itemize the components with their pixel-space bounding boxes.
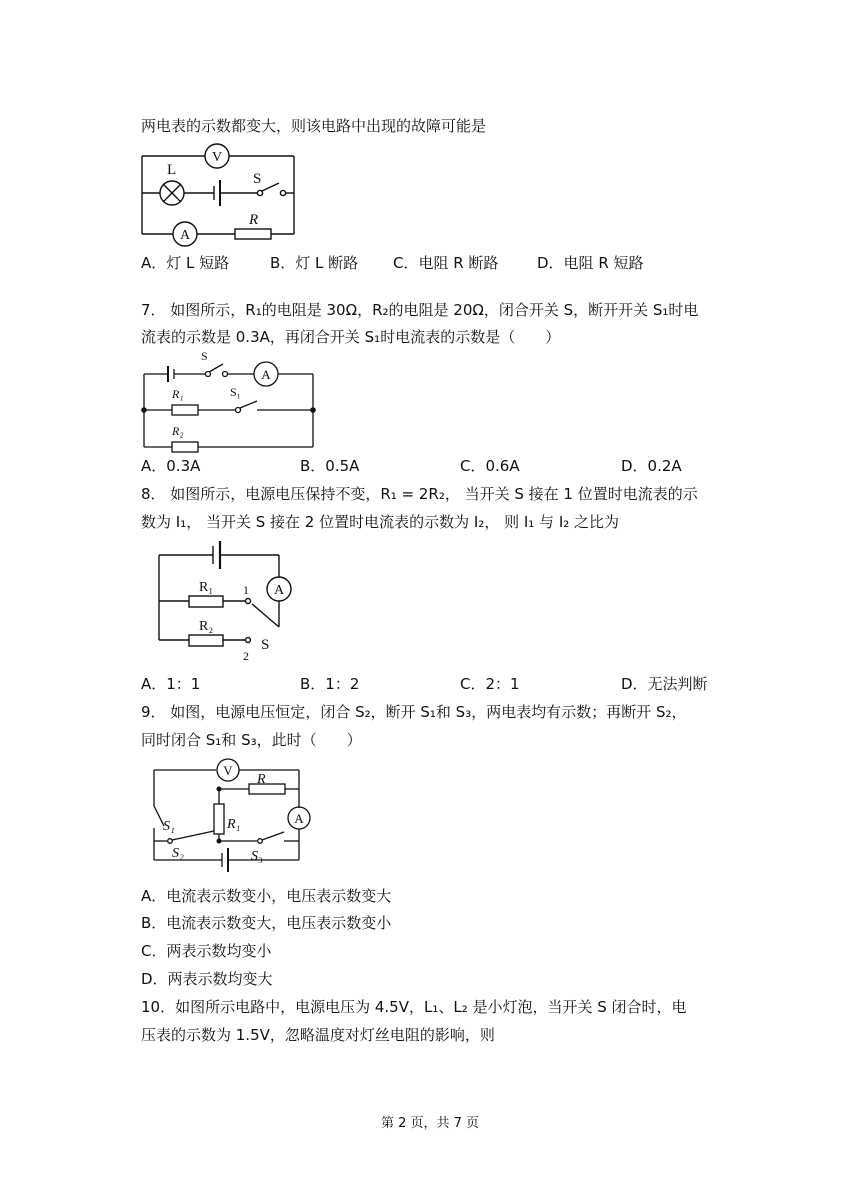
q9-option-a: A．电流表示数变小，电压表示数变大 xyxy=(141,887,392,905)
q9-line-1: 9． 如图，电源电压恒定，闭合 S₂，断开 S₁和 S₃，两电表均有示数；再断开 S₂， xyxy=(141,703,687,721)
q7-option-b: B．0.5A xyxy=(300,457,360,475)
q9-s1-label: S₁ xyxy=(163,819,175,834)
q9-option-d: D．两表示数均变大 xyxy=(141,970,273,988)
q8-switch-label: S xyxy=(261,637,270,653)
q7-r2-label: R₂ xyxy=(172,424,184,438)
q7-switch-s1-label: S₁ xyxy=(230,385,241,399)
q9-s3-label: S₃ xyxy=(251,849,263,864)
q6-circuit-figure xyxy=(139,142,299,248)
q7-option-a: A．0.3A xyxy=(141,457,201,475)
q8-line-2: 数为 I₁， 当开关 S 接在 2 位置时电流表的示数为 I₂， 则 I₁ 与 I₂ 之比为 xyxy=(141,513,620,531)
q7-ammeter-label: A xyxy=(261,367,271,382)
q8-line-1: 8． 如图所示，电源电压保持不变，R₁ = 2R₂， 当开关 S 接在 1 位置时电流表的示 xyxy=(141,485,698,503)
q9-s2-label: S₂ xyxy=(172,846,184,861)
q6-stem-tail: 两电表的示数都变大，则该电路中出现的故障可能是 xyxy=(141,117,487,135)
q6-ammeter-label: A xyxy=(179,228,191,243)
q8-position-1-label: 1 xyxy=(243,583,249,597)
q9-voltmeter-label: V xyxy=(223,763,233,778)
q9-option-b: B．电流表示数变大，电压表示数变小 xyxy=(141,914,392,932)
q7-switch-s-label: S xyxy=(201,350,208,363)
q10-line-2: 压表的示数为 1.5V，忽略温度对灯丝电阻的影响，则 xyxy=(141,1026,495,1044)
q6-lamp-label: L xyxy=(167,162,177,178)
q9-r1-label: R₁ xyxy=(227,817,241,832)
q8-option-c: C．2：1 xyxy=(460,675,520,693)
q6-option-b: B．灯 L 断路 xyxy=(270,254,359,272)
q8-r1-label: R₁ xyxy=(199,580,214,595)
q7-r1-label: R₁ xyxy=(172,387,184,401)
q7-line-2: 流表的示数是 0.3A，再闭合开关 S₁时电流表的示数是（ ） xyxy=(141,328,561,346)
q9-r-label: R xyxy=(257,772,266,787)
page-footer: 第 2 页，共 7 页 xyxy=(380,1116,480,1131)
q6-option-a: A．灯 L 短路 xyxy=(141,254,230,272)
q7-option-c: C．0.6A xyxy=(460,457,520,475)
q6-voltmeter-label: V xyxy=(211,150,223,165)
q6-resistor-label: R xyxy=(249,212,259,228)
q6-option-d: D．电阻 R 短路 xyxy=(537,254,644,272)
q8-ammeter-label: A xyxy=(273,583,285,598)
q8-option-b: B．1：2 xyxy=(300,675,360,693)
q7-option-d: D．0.2A xyxy=(621,457,682,475)
q7-circuit-figure xyxy=(139,350,319,454)
q9-ammeter-label: A xyxy=(294,811,304,826)
q8-option-a: A．1：1 xyxy=(141,675,201,693)
q6-option-c: C．电阻 R 断路 xyxy=(393,254,499,272)
q9-line-2: 同时闭合 S₁和 S₃，此时（ ） xyxy=(141,731,362,749)
q8-position-2-label: 2 xyxy=(243,649,249,663)
q7-line-1: 7． 如图所示，R₁的电阻是 30Ω，R₂的电阻是 20Ω，闭合开关 S，断开开关 S₁时电 xyxy=(141,301,699,319)
q9-circuit-figure xyxy=(139,754,317,880)
q9-option-c: C．两表示数均变小 xyxy=(141,942,272,960)
q6-switch-label: S xyxy=(253,171,262,187)
q8-option-d: D．无法判断 xyxy=(621,675,708,693)
q10-line-1: 10．如图所示电路中，电源电压为 4.5V，L₁、L₂ 是小灯泡，当开关 S 闭合时，电 xyxy=(141,998,687,1016)
q8-circuit-figure xyxy=(139,537,299,665)
q8-r2-label: R₂ xyxy=(199,619,214,634)
